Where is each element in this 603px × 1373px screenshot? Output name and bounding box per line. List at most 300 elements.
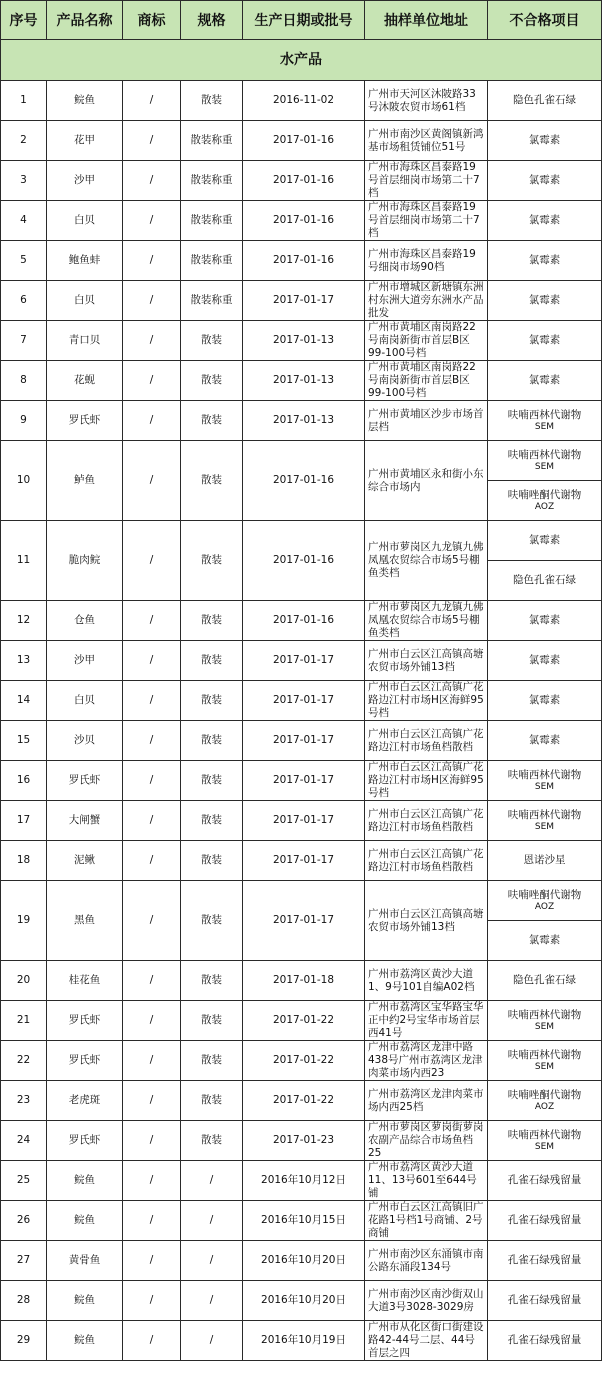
defect-label: 孔雀石绿残留量 (507, 1334, 582, 1346)
row-address (365, 1281, 488, 1321)
row-product-name: 罗氏虾 (47, 1001, 123, 1041)
row-seq: 20 (1, 961, 47, 1001)
defect-label: 氯霉素 (528, 294, 561, 306)
table-row (1, 881, 602, 921)
table-row (1, 1001, 602, 1041)
row-product-name: 黑鱼 (47, 881, 123, 961)
row-product-name: 花蚬 (47, 361, 123, 401)
defect-label: 孔雀石绿残留量 (507, 1254, 582, 1266)
row-spec: / (181, 1281, 243, 1321)
row-product-name: 鲩鱼 (47, 1201, 123, 1241)
section-row (1, 40, 602, 81)
row-product-name: 黄骨鱼 (47, 1241, 123, 1281)
row-address (365, 201, 488, 241)
row-defect-item (488, 881, 602, 921)
row-spec: 散装 (181, 961, 243, 1001)
row-date: 2016-11-02 (243, 81, 365, 121)
row-date: 2017-01-17 (243, 681, 365, 721)
row-spec: 散装 (181, 1001, 243, 1041)
row-address-text: 广州市南沙区黄阁镇新鸿基市场租赁铺位51号 (368, 127, 484, 153)
row-seq: 10 (1, 441, 47, 521)
defect-label: 氯霉素 (528, 214, 561, 226)
row-spec: 散装 (181, 601, 243, 641)
row-address (365, 681, 488, 721)
row-product-name: 鲩鱼 (47, 1281, 123, 1321)
row-address (365, 961, 488, 1001)
row-defect-item (488, 161, 602, 201)
row-defect-item (488, 121, 602, 161)
defect-label: 氯霉素 (528, 254, 561, 266)
row-seq: 8 (1, 361, 47, 401)
row-brand: / (123, 361, 181, 401)
row-date: 2017-01-13 (243, 321, 365, 361)
row-seq: 11 (1, 521, 47, 601)
row-date: 2017-01-22 (243, 1001, 365, 1041)
defect-label: 氯霉素 (528, 694, 561, 706)
row-spec: 散装称重 (181, 161, 243, 201)
defect-label: 隐色孔雀石绿 (513, 94, 576, 106)
row-defect-item (488, 721, 602, 761)
defect-label: 恩诺沙星 (523, 854, 566, 866)
defect-abbreviation: AOZ (534, 501, 555, 512)
row-brand: / (123, 1121, 181, 1161)
row-seq: 26 (1, 1201, 47, 1241)
row-address-text: 广州市白云区江高镇广花路边江村市场鱼档散档 (368, 727, 484, 753)
table-row (1, 81, 602, 121)
row-defect-item (488, 241, 602, 281)
row-product-name: 花甲 (47, 121, 123, 161)
row-address-text: 广州市萝岗区九龙镇九佛凤凰农贸综合市场5号棚鱼类档 (368, 601, 484, 639)
defect-abbreviation: AOZ (534, 1101, 555, 1112)
row-product-name: 沙甲 (47, 161, 123, 201)
row-spec: / (181, 1161, 243, 1201)
row-spec: 散装 (181, 401, 243, 441)
row-date: 2017-01-22 (243, 1041, 365, 1081)
row-date: 2016年10月20日 (243, 1241, 365, 1281)
table-row (1, 721, 602, 761)
table-row (1, 841, 602, 881)
row-seq: 21 (1, 1001, 47, 1041)
row-address-text: 广州市白云区江高镇广花路边江村市场鱼档散档 (368, 847, 484, 873)
row-defect-item (488, 641, 602, 681)
table-row (1, 1201, 602, 1241)
row-seq: 3 (1, 161, 47, 201)
row-spec: 散装 (181, 841, 243, 881)
row-product-name: 泥鳅 (47, 841, 123, 881)
row-defect-item (488, 761, 602, 801)
header-date: 生产日期或批号 (243, 1, 365, 40)
row-address (365, 1121, 488, 1161)
defect-label: 氯霉素 (528, 174, 561, 186)
row-address (365, 1201, 488, 1241)
row-address-text: 广州市萝岗区九龙镇九佛凤凰农贸综合市场5号棚鱼类档 (368, 541, 484, 579)
row-brand: / (123, 1241, 181, 1281)
row-address (365, 881, 488, 961)
table-row (1, 1161, 602, 1201)
row-date: 2017-01-17 (243, 881, 365, 961)
row-date: 2017-01-13 (243, 401, 365, 441)
row-address-text: 广州市海珠区昌泰路19号首层细岗市场第二十7档 (368, 201, 480, 239)
defect-label: 氯霉素 (528, 734, 561, 746)
row-seq: 29 (1, 1321, 47, 1361)
row-address (365, 441, 488, 521)
row-spec: 散装 (181, 681, 243, 721)
row-address (365, 321, 488, 361)
defect-label: 呋喃西林代谢物 (507, 1008, 582, 1021)
row-brand: / (123, 721, 181, 761)
row-brand: / (123, 881, 181, 961)
row-date: 2017-01-16 (243, 161, 365, 201)
row-address-text: 广州市荔湾区黄沙大道11、13号601至644号铺 (368, 1161, 477, 1199)
row-address (365, 281, 488, 321)
row-defect-item (488, 361, 602, 401)
row-seq: 1 (1, 81, 47, 121)
row-spec: 散装 (181, 721, 243, 761)
row-date: 2017-01-18 (243, 961, 365, 1001)
row-date: 2017-01-22 (243, 1081, 365, 1121)
row-defect-item (488, 481, 602, 521)
row-date: 2017-01-17 (243, 761, 365, 801)
row-product-name: 罗氏虾 (47, 1041, 123, 1081)
defect-label: 孔雀石绿残留量 (507, 1214, 582, 1226)
row-address (365, 401, 488, 441)
table-row (1, 601, 602, 641)
table-row (1, 241, 602, 281)
row-brand: / (123, 601, 181, 641)
row-product-name: 白贝 (47, 281, 123, 321)
row-brand: / (123, 841, 181, 881)
row-defect-item (488, 401, 602, 441)
row-brand: / (123, 1281, 181, 1321)
row-address-text: 广州市南沙区东涌镇市南公路东涌段134号 (368, 1247, 484, 1273)
table-row (1, 1321, 602, 1361)
table-row (1, 401, 602, 441)
row-address-text: 广州市南沙区南沙街双山大道3号3028-3029房 (368, 1287, 484, 1313)
row-defect-item (488, 1121, 602, 1161)
defect-abbreviation: SEM (534, 1141, 555, 1152)
row-date: 2017-01-16 (243, 521, 365, 601)
row-product-name: 白贝 (47, 681, 123, 721)
row-brand: / (123, 281, 181, 321)
section-title: 水产品 (1, 40, 602, 81)
row-address-text: 广州市白云区江高镇广花路边江村市场鱼档散档 (368, 807, 484, 833)
row-address (365, 81, 488, 121)
row-product-name: 老虎斑 (47, 1081, 123, 1121)
row-spec: 散装 (181, 881, 243, 961)
header-product-name: 产品名称 (47, 1, 123, 40)
row-defect-item (488, 841, 602, 881)
row-address-text: 广州市白云区江高镇高塘农贸市场外铺13档 (368, 647, 484, 673)
row-product-name: 罗氏虾 (47, 401, 123, 441)
table-row (1, 801, 602, 841)
row-address-text: 广州市白云区江高镇广花路边江村市场H区海鲜95号档 (368, 761, 484, 799)
row-defect-item (488, 601, 602, 641)
row-seq: 16 (1, 761, 47, 801)
row-defect-item (488, 441, 602, 481)
row-date: 2017-01-16 (243, 121, 365, 161)
row-brand: / (123, 801, 181, 841)
row-brand: / (123, 1001, 181, 1041)
row-product-name: 青口贝 (47, 321, 123, 361)
row-seq: 17 (1, 801, 47, 841)
table-row (1, 1281, 602, 1321)
table-row (1, 961, 602, 1001)
row-product-name: 白贝 (47, 201, 123, 241)
row-address (365, 241, 488, 281)
row-address (365, 1041, 488, 1081)
row-seq: 15 (1, 721, 47, 761)
defect-label: 呋喃西林代谢物 (507, 1128, 582, 1141)
row-brand: / (123, 1321, 181, 1361)
row-date: 2017-01-16 (243, 241, 365, 281)
row-defect-item (488, 1321, 602, 1361)
row-defect-item (488, 1041, 602, 1081)
row-defect-item (488, 1081, 602, 1121)
row-date: 2017-01-17 (243, 721, 365, 761)
row-brand: / (123, 441, 181, 521)
row-address (365, 641, 488, 681)
row-defect-item (488, 1281, 602, 1321)
defect-label: 呋喃西林代谢物 (507, 1048, 582, 1061)
row-brand: / (123, 201, 181, 241)
row-address-text: 广州市白云区江高镇高塘农贸市场外铺13档 (368, 907, 484, 933)
row-address (365, 721, 488, 761)
row-address-text: 广州市黄埔区沙步市场首层档 (368, 407, 484, 433)
row-seq: 27 (1, 1241, 47, 1281)
row-seq: 4 (1, 201, 47, 241)
table-row (1, 441, 602, 481)
row-defect-item (488, 681, 602, 721)
row-address (365, 1241, 488, 1281)
row-seq: 23 (1, 1081, 47, 1121)
row-brand: / (123, 641, 181, 681)
header-items: 不合格项目 (488, 1, 602, 40)
row-spec: 散装称重 (181, 281, 243, 321)
row-spec: 散装 (181, 321, 243, 361)
row-address-text: 广州市荔湾区黄沙大道1、9号101自编A02档 (368, 967, 475, 993)
table-row (1, 761, 602, 801)
header-spec: 规格 (181, 1, 243, 40)
row-address (365, 521, 488, 601)
defect-abbreviation: AOZ (534, 901, 555, 912)
defect-label: 孔雀石绿残留量 (507, 1174, 582, 1186)
header-row (1, 1, 602, 40)
row-seq: 12 (1, 601, 47, 641)
row-seq: 14 (1, 681, 47, 721)
row-spec: 散装 (181, 1121, 243, 1161)
row-spec: / (181, 1201, 243, 1241)
row-defect-item (488, 961, 602, 1001)
row-seq: 7 (1, 321, 47, 361)
table-row (1, 521, 602, 561)
row-defect-item (488, 1161, 602, 1201)
row-product-name: 鲩鱼 (47, 1321, 123, 1361)
row-address (365, 841, 488, 881)
row-spec: 散装 (181, 81, 243, 121)
row-seq: 18 (1, 841, 47, 881)
row-product-name: 仓鱼 (47, 601, 123, 641)
row-address (365, 601, 488, 641)
row-date: 2017-01-23 (243, 1121, 365, 1161)
defect-label: 呋喃西林代谢物 (507, 808, 582, 821)
row-defect-item (488, 1241, 602, 1281)
row-product-name: 鲈鱼 (47, 441, 123, 521)
row-address-text: 广州市海珠区昌泰路19号首层细岗市场第二十7档 (368, 161, 480, 199)
row-address-text: 广州市增城区新塘镇东洲村东洲大道旁东洲水产品批发 (368, 281, 484, 319)
defect-abbreviation: SEM (534, 821, 555, 832)
row-spec: 散装 (181, 801, 243, 841)
row-spec: / (181, 1241, 243, 1281)
defect-label: 呋喃西林代谢物 (507, 408, 582, 421)
table-row (1, 1121, 602, 1161)
row-spec: 散装 (181, 1081, 243, 1121)
row-seq: 24 (1, 1121, 47, 1161)
row-product-name: 罗氏虾 (47, 761, 123, 801)
row-brand: / (123, 241, 181, 281)
row-brand: / (123, 1161, 181, 1201)
row-spec: 散装 (181, 361, 243, 401)
defect-label: 呋喃唑酮代谢物 (507, 888, 582, 901)
defect-label: 呋喃西林代谢物 (507, 768, 582, 781)
row-date: 2016年10月19日 (243, 1321, 365, 1361)
defect-abbreviation: SEM (534, 461, 555, 472)
row-brand: / (123, 961, 181, 1001)
row-spec: 散装称重 (181, 241, 243, 281)
defect-label: 呋喃唑酮代谢物 (507, 1088, 582, 1101)
row-product-name: 大闸蟹 (47, 801, 123, 841)
row-defect-item (488, 801, 602, 841)
row-seq: 9 (1, 401, 47, 441)
defect-label: 呋喃西林代谢物 (507, 448, 582, 461)
row-brand: / (123, 1081, 181, 1121)
header-brand: 商标 (123, 1, 181, 40)
row-defect-item (488, 1001, 602, 1041)
row-product-name: 罗氏虾 (47, 1121, 123, 1161)
row-address (365, 161, 488, 201)
table-row (1, 1081, 602, 1121)
defect-label: 氯霉素 (528, 534, 561, 546)
row-spec: 散装称重 (181, 201, 243, 241)
defect-label: 氯霉素 (528, 654, 561, 666)
row-seq: 19 (1, 881, 47, 961)
row-date: 2017-01-17 (243, 281, 365, 321)
table-row (1, 361, 602, 401)
row-product-name: 鲩鱼 (47, 81, 123, 121)
defect-label: 孔雀石绿残留量 (507, 1294, 582, 1306)
row-spec: 散装 (181, 761, 243, 801)
row-brand: / (123, 1041, 181, 1081)
row-address-text: 广州市从化区街口街建设路42-44号二层、44号首层之四 (368, 1321, 484, 1359)
row-brand: / (123, 161, 181, 201)
row-product-name: 脆肉鲩 (47, 521, 123, 601)
row-date: 2017-01-16 (243, 201, 365, 241)
row-product-name: 桂花鱼 (47, 961, 123, 1001)
row-brand: / (123, 681, 181, 721)
row-address (365, 761, 488, 801)
row-address (365, 1081, 488, 1121)
row-date: 2017-01-17 (243, 801, 365, 841)
row-defect-item (488, 1201, 602, 1241)
row-seq: 2 (1, 121, 47, 161)
row-defect-item (488, 201, 602, 241)
table-row (1, 1041, 602, 1081)
row-product-name: 沙贝 (47, 721, 123, 761)
row-spec: 散装 (181, 441, 243, 521)
row-date: 2016年10月20日 (243, 1281, 365, 1321)
row-address-text: 广州市荔湾区龙津肉菜市场内西25档 (368, 1087, 484, 1113)
row-brand: / (123, 521, 181, 601)
row-address (365, 1001, 488, 1041)
row-product-name: 沙甲 (47, 641, 123, 681)
row-spec: 散装 (181, 1041, 243, 1081)
row-defect-item (488, 321, 602, 361)
defect-label: 氯霉素 (528, 934, 561, 946)
defect-abbreviation: SEM (534, 781, 555, 792)
row-defect-item (488, 561, 602, 601)
defect-label: 氯霉素 (528, 334, 561, 346)
row-date: 2017-01-16 (243, 601, 365, 641)
table-row (1, 281, 602, 321)
row-product-name: 鲩鱼 (47, 1161, 123, 1201)
row-brand: / (123, 761, 181, 801)
row-brand: / (123, 401, 181, 441)
row-address (365, 121, 488, 161)
defect-label: 氯霉素 (528, 614, 561, 626)
row-address (365, 1161, 488, 1201)
row-spec: 散装 (181, 521, 243, 601)
row-seq: 6 (1, 281, 47, 321)
row-address-text: 广州市黄埔区南岗路22号南岗新街市首层B区99-100号档 (368, 361, 476, 399)
table-row (1, 201, 602, 241)
row-seq: 22 (1, 1041, 47, 1081)
header-seq: 序号 (1, 1, 47, 40)
row-brand: / (123, 321, 181, 361)
row-address-text: 广州市海珠区昌泰路19号细岗市场90档 (368, 247, 476, 273)
row-address-text: 广州市萝岗区萝岗街萝岗农副产品综合市场鱼档25 (368, 1121, 484, 1159)
table-row (1, 1241, 602, 1281)
row-address-text: 广州市荔湾区宝华路宝华正中约2号宝华市场首层西41号 (368, 1001, 484, 1039)
row-defect-item (488, 921, 602, 961)
row-brand: / (123, 81, 181, 121)
row-address (365, 1321, 488, 1361)
row-spec: 散装称重 (181, 121, 243, 161)
defect-label: 隐色孔雀石绿 (513, 574, 576, 586)
header-address: 抽样单位地址 (365, 1, 488, 40)
row-spec: / (181, 1321, 243, 1361)
defect-abbreviation: SEM (534, 1021, 555, 1032)
table-row (1, 161, 602, 201)
row-seq: 13 (1, 641, 47, 681)
defect-label: 隐色孔雀石绿 (513, 974, 576, 986)
row-date: 2017-01-17 (243, 841, 365, 881)
table-row (1, 641, 602, 681)
row-address-text: 广州市荔湾区龙津中路438号广州市荔湾区龙津肉菜市场内西23 (368, 1041, 483, 1079)
row-defect-item (488, 521, 602, 561)
row-spec: 散装 (181, 641, 243, 681)
table-row (1, 321, 602, 361)
row-defect-item (488, 81, 602, 121)
defect-label: 氯霉素 (528, 374, 561, 386)
row-product-name: 鲍鱼蚌 (47, 241, 123, 281)
defect-abbreviation: SEM (534, 1061, 555, 1072)
table-row (1, 121, 602, 161)
defect-label: 氯霉素 (528, 134, 561, 146)
row-seq: 5 (1, 241, 47, 281)
defect-abbreviation: SEM (534, 421, 555, 432)
row-address-text: 广州市天河区沐陂路33号沐陂农贸市场61档 (368, 87, 476, 113)
row-date: 2017-01-13 (243, 361, 365, 401)
row-address-text: 广州市黄埔区永和街小东综合市场内 (368, 467, 484, 493)
